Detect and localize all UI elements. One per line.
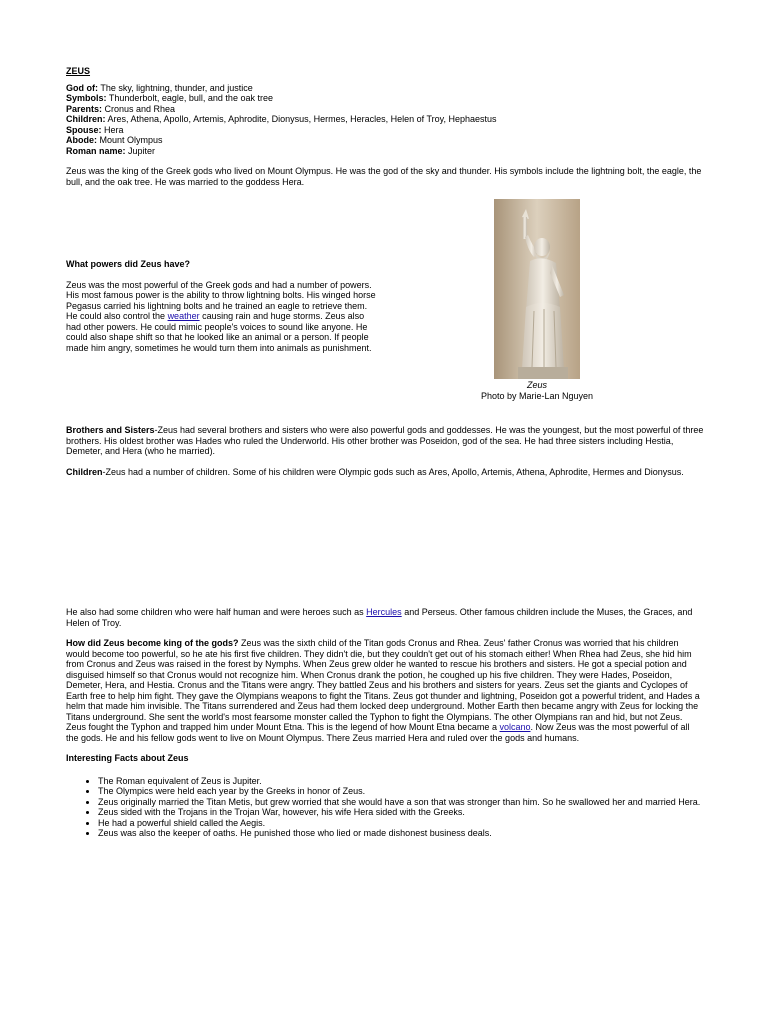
fact-value: Cronus and Rhea xyxy=(102,103,176,114)
king-paragraph xyxy=(66,638,704,743)
fact-spouse xyxy=(66,125,704,136)
siblings-text: -Zeus had several brothers and sisters who were also powerful gods and goddesses. He was the youngest, but the most powerful of three brothers. His oldest brother was Hades who ruled the Underworld. His other brother was Poseidon, god of the sea. He had three sisters including Hestia, Demeter, and Hera (who he married). xyxy=(66,425,704,456)
facts-list xyxy=(66,83,704,157)
figure-caption: Zeus xyxy=(526,380,547,390)
zeus-statue-image xyxy=(494,199,580,379)
fact-label: Symbols: xyxy=(66,93,107,103)
king-text: Zeus was the sixth child of the Titan gods Cronus and Rhea. Zeus' father Cronus was worried that his children would become too powerful, so he ate his first five children. They didn't die, but they couldn't get out of his stomach either! When Rhea had Zeus, she hid him from Cronus and Zeus was raised in the forest by Nymphs. When Zeus grew older he wanted to rescue his brothers and sisters. He got a special potion and disguised himself so that Cronus would not recognize him. When Cronus drank the potion, he coughed up his five children. They were Hades, Poseidon, Demeter, Hera, and Hestia. Cronus and the Titans were angry. They battled Zeus and his brothers and sisters for years. Zeus set the giants and Cyclopes of Earth free to help him fight. They gave the Olympians weapons to fight the Titans. Zeus got thunder and lightning, Poseidon got a powerful trident, and Hades a helm that made him invisible. The Titans surrendered and Zeus had them locked deep underground. Mother Earth then became angry with Zeus for locking the Titans underground. She sent the world's most fearsome monster called the Typhon to fight the Olympians. The other Olympians ran and hid, but not Zeus. Zeus fought the Typhon and trapped him under Mount Etna. This is the legend of how Mount Etna became a xyxy=(66,638,700,732)
children-paragraph xyxy=(66,467,704,478)
list-item: • The Roman equivalent of Zeus is Jupiter. xyxy=(98,776,704,787)
interesting-facts-list xyxy=(66,776,704,839)
powers-section xyxy=(66,187,704,417)
powers-text-rest: causing rain and huge storms. Zeus also had other powers. He could mimic people's voices to sound like anyone. He could also shape shift so that he looked like an animal or a person. If people made him angry, sometimes he would turn them into animals as punishment. xyxy=(66,311,372,353)
article xyxy=(66,66,704,839)
powers-paragraph xyxy=(66,280,378,354)
powers-heading: What powers did Zeus have? xyxy=(66,259,191,269)
figure-credit: Photo by Marie-Lan Nguyen xyxy=(480,390,594,401)
children-text: -Zeus had a number of children. Some of his children were Olympic gods such as Ares, Apollo, Artemis, Athena, Aphrodite, Hermes and Dionysus. xyxy=(102,466,684,477)
fact-label: Roman name: xyxy=(66,145,126,156)
fact-symbols xyxy=(66,93,704,104)
fact-label: Children: xyxy=(66,114,106,124)
interesting-facts-heading: Interesting Facts about Zeus xyxy=(66,753,189,763)
powers-text: Zeus was the most powerful of the Greek gods and had a number of powers. His most famous power is the ability to throw lightning bolts. His winged horse Pegasus carried his lightning bolts and he trained an eagle to retrieve them. He could also control the xyxy=(66,279,376,321)
half-human-text-rest: and Perseus. Other famous children include the Muses, the Graces, and Helen of Troy. xyxy=(66,607,693,628)
list-item: • He had a powerful shield called the Aegis. xyxy=(98,818,704,829)
fact-label: God of: xyxy=(66,82,98,93)
volcano-link[interactable]: volcano xyxy=(499,722,531,732)
list-item: • Zeus was also the keeper of oaths. He punished those who lied or made dishonest business deals. xyxy=(98,828,704,839)
list-item: • The Olympics were held each year by the Greeks in honor of Zeus. xyxy=(98,786,704,797)
fact-value: Ares, Athena, Apollo, Artemis, Aphrodite, Dionysus, Hermes, Heracles, Helen of Troy, Hephaestus xyxy=(105,114,497,124)
king-text-rest: . Now Zeus was the most powerful of all the gods. He and his fellow gods went to live on Mount Olympus. There Zeus married Hera and ruled over the gods and humans. xyxy=(66,722,690,743)
half-human-paragraph xyxy=(66,607,704,628)
powers-column xyxy=(66,259,378,353)
fact-parents xyxy=(66,104,704,115)
fact-label: Parents: xyxy=(66,103,103,114)
half-human-text: He also had some children who were half human and were heroes such as xyxy=(66,607,367,617)
zeus-figure xyxy=(472,199,602,401)
hercules-link[interactable]: Hercules xyxy=(366,607,402,617)
page-title: ZEUS xyxy=(66,66,91,76)
fact-god-of xyxy=(66,83,704,94)
list-item: • Zeus originally married the Titan Metis, but grew worried that she would have a son that was stronger than him. So he swallowed her and married Hera. xyxy=(98,797,704,808)
fact-value: Hera xyxy=(101,124,124,135)
king-label: How did Zeus become king of the gods? xyxy=(66,638,239,648)
fact-value: Mount Olympus xyxy=(97,135,163,145)
weather-link[interactable]: weather xyxy=(167,311,200,321)
siblings-paragraph xyxy=(66,425,704,457)
fact-roman-name xyxy=(66,146,704,157)
intro-paragraph: Zeus was the king of the Greek gods who lived on Mount Olympus. He was the god of the sky and thunder. His symbols include the lightning bolt, the eagle, the bull, and the oak tree. He was married to the goddess Hera. xyxy=(66,166,702,187)
fact-value: Jupiter xyxy=(125,145,156,156)
blank-space xyxy=(66,477,704,607)
fact-value: The sky, lightning, thunder, and justice xyxy=(98,82,253,93)
fact-abode xyxy=(66,135,704,146)
list-item: • Zeus sided with the Trojans in the Trojan War, however, his wife Hera sided with the Greeks. xyxy=(98,807,704,818)
fact-value: Thunderbolt, eagle, bull, and the oak tree xyxy=(106,93,273,103)
siblings-label: Brothers and Sisters xyxy=(66,425,155,435)
children-label: Children xyxy=(66,466,103,477)
statue-illustration xyxy=(494,199,580,379)
fact-label: Abode: xyxy=(66,135,97,145)
fact-children xyxy=(66,114,704,125)
fact-label: Spouse: xyxy=(66,124,102,135)
